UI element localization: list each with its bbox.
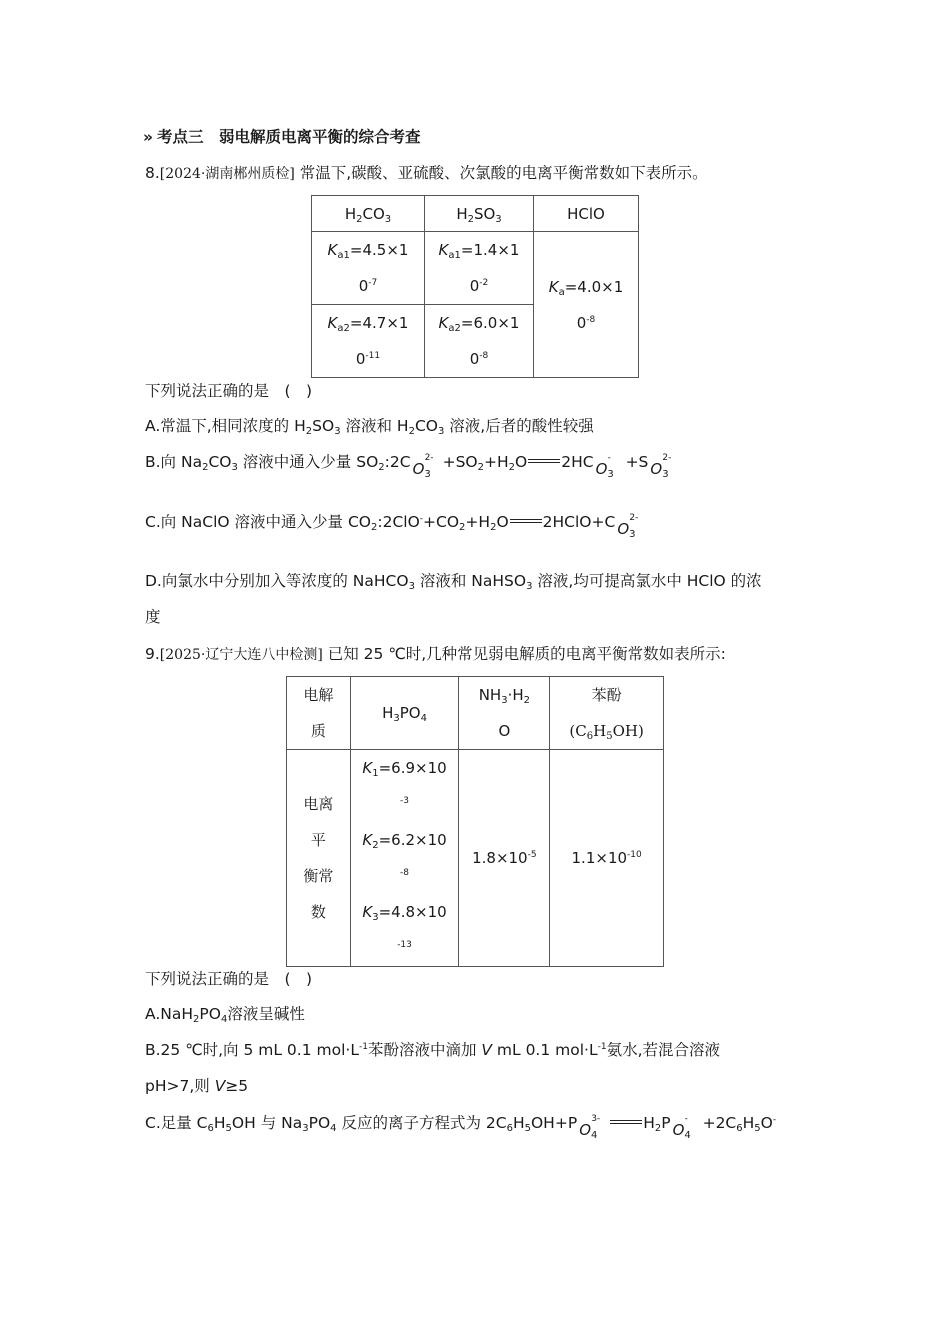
q9-option-a: $A.NaH_2PO_4$溶液呈碱性 <box>145 1005 305 1025</box>
q9-ask: 下列说法正确的是 ( ) <box>145 970 313 988</box>
q8-option-c: C.向 NaClO 溶液中通入少量 $CO_2:2ClO^-+CO_2+H_2O$ 2HClO+C $O_3$ 2- <box>145 513 639 540</box>
q8-option-a: A.常温下,相同浓度的 $H_2SO_3$ 溶液和 $H_2CO_3$ 溶液,后者的酸性较强 <box>145 417 594 437</box>
q8-option-b: B.向 $Na_2CO_3$ 溶液中通入少量 $SO_2:2C$ $O_3$ 2- $+SO_2+H_2O$ 2HC $O_3$ - +S $O_3$ 2- <box>145 453 672 480</box>
table-header: 电解 质 <box>287 677 351 750</box>
q9-constants-table <box>286 676 664 967</box>
q8-stem: 8.[2024·湖南郴州质检] 常温下,碳酸、亚硫酸、次氯酸的电离平衡常数如下表所示。 <box>145 164 708 182</box>
table-row-label: 电离 平 衡常 数 <box>287 750 351 967</box>
table-header: $NH_3\cdot H_2$ O <box>459 677 550 750</box>
table-cell: $K_{a1}=4.5\times 1$ $0^{-7}$ <box>312 232 425 305</box>
q8-ask: 下列说法正确的是 ( ) <box>145 382 313 400</box>
q8-option-d: D.向氯水中分别加入等浓度的 NaHCO$_3$ 溶液和 NaHSO$_3$ 溶液,均可提高氯水中 HClO 的浓 <box>145 572 762 592</box>
table-header: $H_3PO_4$ <box>350 677 459 750</box>
table-header: HClO <box>534 196 639 232</box>
q9-stem: 9.[2025·辽宁大连八中检测] 已知 25 ℃时,几种常见弱电解质的电离平衡常数如表所示: <box>145 645 726 663</box>
q8-option-d-cont: 度 <box>145 608 161 626</box>
table-cell: $K_{a2}=4.7\times 1$ $0^{-11}$ <box>312 305 425 378</box>
q8-constants-table <box>311 195 639 378</box>
table-cell: $K_a=4.0\times 1$ $0^{-8}$ <box>534 232 639 378</box>
table-cell: $K_1=6.9\times 10$ $^{-3}$ $K_2=6.2\times 10$ $^{-8}$ $K_3=4.8\times 10$ $^{-13}$ <box>350 750 459 967</box>
table-cell: $K_{a1}=1.4\times 1$ $0^{-2}$ <box>425 232 534 305</box>
table-cell: $K_{a2}=6.0\times 1$ $0^{-8}$ <box>425 305 534 378</box>
double-chevron-icon: » <box>143 128 154 146</box>
table-header: $H_2SO_3$ <box>425 196 534 232</box>
table-header: 苯酚 $(C_6H_5OH)$ <box>550 677 664 750</box>
section-heading: » 考点三 弱电解质电离平衡的综合考查 <box>143 128 421 146</box>
table-cell: $1.1\times 10^{-10}$ <box>550 750 664 967</box>
q9-option-c: C.足量 $C_6H_5OH$ 与 $Na_3PO_4$ 反应的离子方程式为 $2C_6H_5OH+P$ $O_4$ 3- $H_2P$ $O_4$ - $+2C_6H_5O^-$ <box>145 1114 777 1141</box>
q9-option-b-cont: pH>7,则 V≥5 <box>145 1077 249 1095</box>
q9-option-b: B.25 ℃时,向 5 mL 0.1 $mol\cdot L^{-1}$苯酚溶液中滴加 V mL 0.1 $mol\cdot L^{-1}$氨水,若混合溶液 <box>145 1041 721 1059</box>
table-header: $H_2CO_3$ <box>312 196 425 232</box>
table-cell: $1.8\times 10^{-5}$ <box>459 750 550 967</box>
